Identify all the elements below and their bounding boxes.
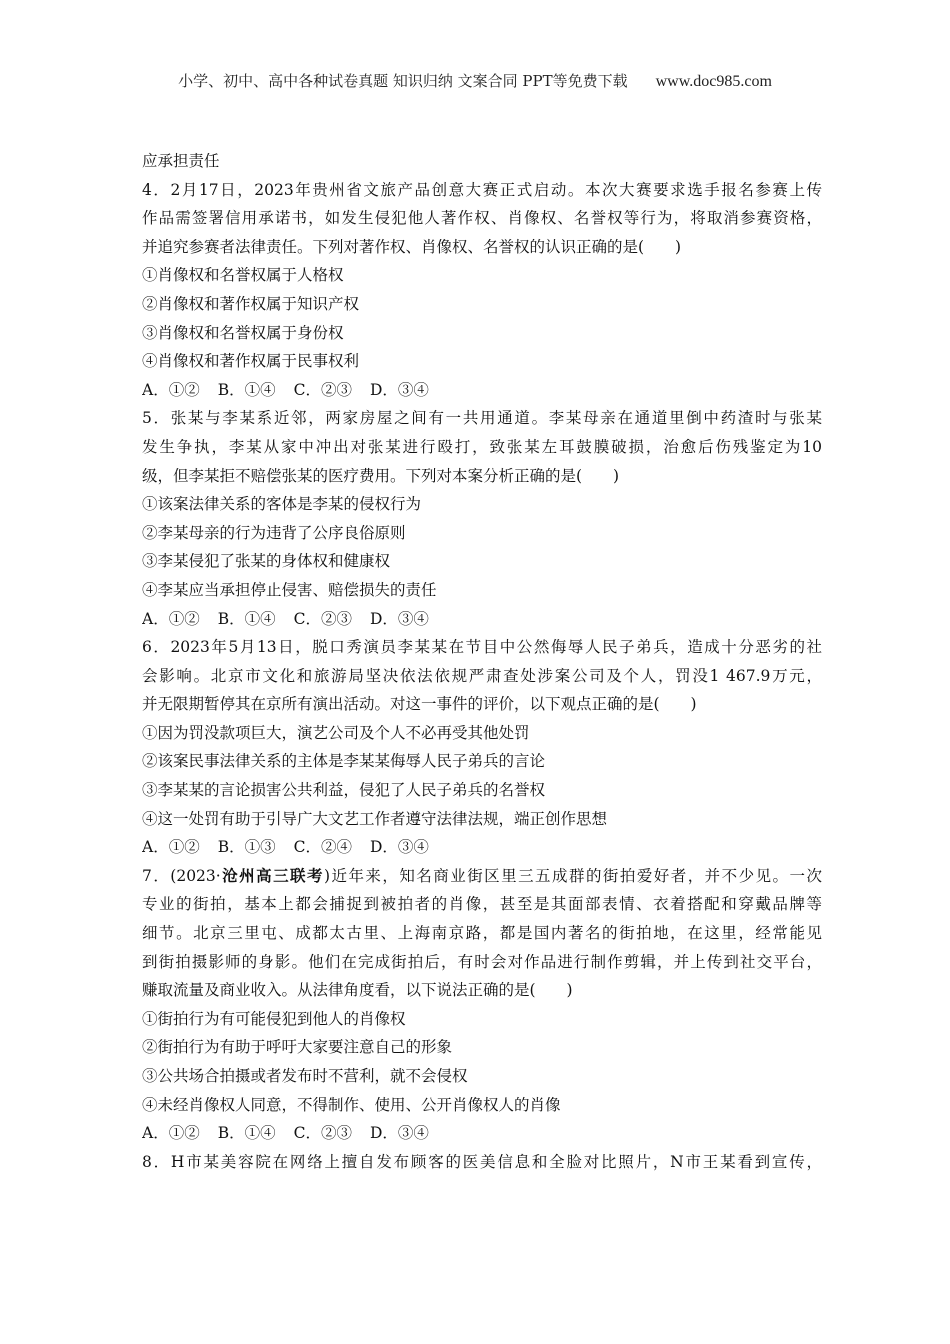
answer-option: B．①③	[217, 838, 276, 857]
answer-option: B．①④	[217, 380, 276, 399]
text-line: ①街拍行为有可能侵犯到他人的肖像权	[142, 1009, 406, 1028]
source-label: 沧州高三联考	[220, 865, 324, 885]
text-line: ④李某应当承担停止侵害、赔偿损失的责任	[142, 580, 437, 599]
text-line: ②李某母亲的行为违背了公序良俗原则	[142, 523, 406, 542]
answer-options	[142, 605, 822, 634]
text-line	[142, 862, 822, 891]
text-line: ④这一处罚有助于引导广大文艺工作者遵守法律法规，端正创作思想	[142, 809, 608, 828]
text-line: 级，但李某拒不赔偿张某的医疗费用。下列对本案分析正确的是( )	[142, 466, 620, 485]
answer-option: D．③④	[369, 838, 429, 857]
text-line: 会影响。北京市文化和旅游局坚决依法依规严肃查处涉案公司及个人，罚没1 467.9万元，	[142, 666, 822, 685]
text-line: ④未经肖像权人同意，不得制作、使用、公开肖像权人的肖像	[142, 1095, 561, 1114]
text-line: 到街拍摄影师的身影。他们在完成街拍后，有时会对作品进行制作剪辑，并上传到社交平台，	[142, 952, 822, 971]
answer-options	[142, 1119, 822, 1148]
text-line: ④肖像权和著作权属于民事权利	[142, 352, 360, 371]
text-line: ②街拍行为有助于呼吁大家要注意自己的形象	[142, 1038, 453, 1057]
text-line: ①该案法律关系的客体是李某的侵权行为	[142, 495, 422, 514]
text-line: 专业的街拍，基本上都会捕捉到被拍者的肖像，甚至是其面部表情、衣着搭配和穿戴品牌等	[142, 895, 822, 914]
answer-options	[142, 376, 822, 405]
answer-option: C．②④	[293, 838, 352, 857]
text-line: ③李某某的言论损害公共利益，侵犯了人民子弟兵的名誉权	[142, 781, 546, 800]
page-header	[0, 70, 950, 91]
text-line: 并追究参赛者法律责任。下列对著作权、肖像权、名誉权的认识正确的是( )	[142, 237, 682, 256]
answer-option: A．①②	[142, 380, 200, 399]
text-fragment: )近年来，知名商业街区里三五成群的街拍爱好者，并不少见。一次	[323, 866, 822, 885]
text-line: 5．张某与李某系近邻，两家房屋之间有一共用通道。李某母亲在通道里倒中药渣时与张某	[142, 409, 822, 428]
answer-option: A．①②	[142, 609, 200, 628]
header-site[interactable]: www.doc985.com	[655, 73, 772, 90]
answer-option: A．①②	[142, 1124, 200, 1143]
text-line: ③肖像权和名誉权属于身份权	[142, 323, 344, 342]
text-line: 细节。北京三里屯、成都太古里、上海南京路，都是国内著名的街拍地，在这里，经常能见	[142, 924, 822, 943]
text-line: 赚取流量及商业收入。从法律角度看，以下说法正确的是( )	[142, 981, 573, 1000]
text-line: 4．2月17日，2023年贵州省文旅产品创意大赛正式启动。本次大赛要求选手报名参赛上传	[142, 180, 822, 199]
answer-option: B．①④	[217, 609, 276, 628]
header-text: 小学、初中、高中各种试卷真题 知识归纳 文案合同 PPT等免费下载	[178, 72, 628, 90]
text-fragment: 7．(2023·	[142, 866, 221, 885]
text-line: 发生争执，李某从家中冲出对张某进行殴打，致张某左耳鼓膜破损，治愈后伤残鉴定为10	[142, 437, 822, 456]
text-line: ③公共场合拍摄或者发布时不营利，就不会侵权	[142, 1067, 468, 1085]
answer-options	[142, 833, 822, 862]
text-line: 8．H市某美容院在网络上擅自发布顾客的医美信息和全脸对比照片，N市王某看到宣传，	[142, 1152, 822, 1171]
answer-option: D．③④	[369, 1124, 429, 1143]
text-line: 作品需签署信用承诺书，如发生侵犯他人著作权、肖像权、名誉权等行为，将取消参赛资格，	[142, 209, 822, 228]
answer-option: C．②③	[293, 380, 352, 399]
document-body	[142, 147, 822, 1176]
text-line: ①因为罚没款项巨大，演艺公司及个人不必再受其他处罚	[142, 723, 530, 742]
answer-option: D．③④	[369, 380, 429, 399]
answer-option: C．②③	[293, 609, 352, 628]
answer-option: D．③④	[369, 609, 429, 628]
answer-option: B．①④	[217, 1124, 276, 1143]
text-line: 6．2023年5月13日，脱口秀演员李某某在节目中公然侮辱人民子弟兵，造成十分恶劣的社	[142, 638, 822, 657]
text-line: 并无限期暂停其在京所有演出活动。对这一事件的评价，以下观点正确的是( )	[142, 695, 697, 714]
text-line: ③李某侵犯了张某的身体权和健康权	[142, 552, 391, 571]
text-line: 应承担责任	[142, 152, 220, 170]
answer-option: C．②③	[293, 1124, 352, 1143]
text-line: ①肖像权和名誉权属于人格权	[142, 266, 344, 285]
text-line: ②肖像权和著作权属于知识产权	[142, 294, 360, 313]
text-line: ②该案民事法律关系的主体是李某某侮辱人民子弟兵的言论	[142, 752, 546, 771]
answer-option: A．①②	[142, 838, 200, 857]
